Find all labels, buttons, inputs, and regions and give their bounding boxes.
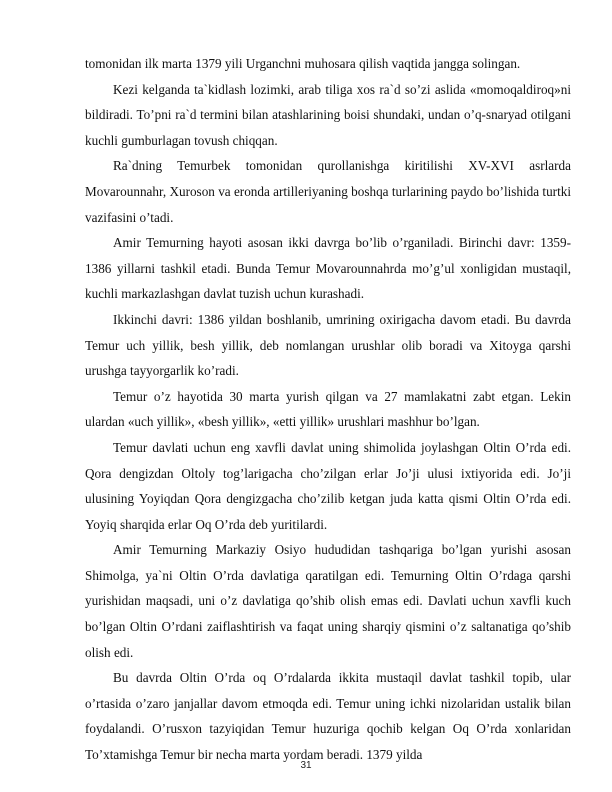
paragraph-9: Bu davrda Oltin O’rda oq O’rdalarda ikkita mustaqil davlat tashkil topib, ular o’rtasida o’zaro janjallar davom etmoqda edi. Temur uning ichki nizolaridan ustalik bilan foydalandi. O’rusxon tazyiqidan Temur huzuriga qochib kelgan Oq O’rda xonlaridan To’xtamishga Temur bir necha marta yordam beradi. 1379 yilda — [85, 670, 571, 763]
document-body — [85, 51, 571, 768]
page-number: 31 — [300, 760, 312, 771]
paragraph-6: Temur o’z hayotida 30 marta yurish qilgan va 27 mamlakatni zabt etgan. Lekin ulardan «uch yillik», «besh yillik», «etti yillik» urushlari mashhur bo’lgan. — [85, 388, 571, 430]
paragraph-1: tomonidan ilk marta 1379 yili Urganchni muhosara qilish vaqtida jangga solingan. — [85, 56, 521, 71]
paragraph-5: Ikkinchi davri: 1386 yildan boshlanib, umrining oxirigacha davom etadi. Bu davrda Temur uch yillik, besh yillik, deb nomlangan urushlar olib boradi va Xitoyga qarshi urushga tayyorgarlik ko’radi. — [85, 311, 571, 379]
paragraph-4: Amir Temurning hayoti asosan ikki davrga bo’lib o’rganiladi. Birinchi davr: 1359-1386 yillarni tashkil etadi. Bunda Temur Movarounnahrda mo’g’ul xonligidan mustaqil, kuchli markazlashgan davlat tuzish uchun kurashadi. — [85, 235, 571, 302]
paragraph-3: Ra`dning Temurbek tomonidan qurollanishga kiritilishi XV-XVI asrlarda Movarounnahr, Xuroson va eronda artilleriyaning boshqa turlarining paydo bo’lishida turtki vazifasini o’tadi. — [85, 158, 571, 225]
paragraph-2: Kezi kelganda ta`kidlash lozimki, arab tiliga xos ra`d so’zi aslida «momoqaldiroq»ni bildiradi. To’pni ra`d termini bilan atashlarining boisi shundaki, undan o’q-snaryad otilgani kuchli gumburlagan tovush chiqqan. — [85, 81, 571, 148]
paragraph-8: Amir Temurning Markaziy Osiyo hududidan tashqariga bo’lgan yurishi asosan Shimolga, ya`ni Oltin O’rda davlatiga qaratilgan edi. Temurning Oltin O’rdaga qarshi yurishidan maqsadi, uni o’z davlatiga qo’shib olish emas edi. Davlati uchun xavfli kuch bo’lgan Oltin O’rdani zaiflashtirish va faqat uning sharqiy qismini o’z saltanatiga qo’shib olish edi. — [85, 542, 571, 660]
paragraph-7: Temur davlati uchun eng xavfli davlat uning shimolida joylashgan Oltin O’rda edi. Qora dengizdan Oltoly tog’larigacha cho’zilgan erlar Jo’ji ulusi ixtiyorida edi. Jo’ji ulusining Yoyiqdan Qora dengizgacha cho’zilib ketgan juda katta qismi Oltin O’rda edi. Yoyiq sharqida erlar Oq O’rda deb yuritilardi. — [85, 439, 571, 532]
